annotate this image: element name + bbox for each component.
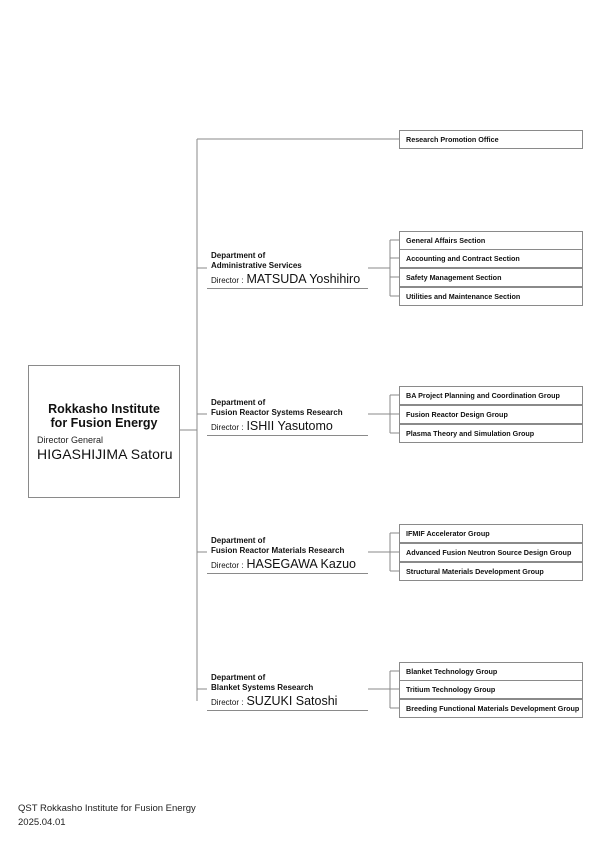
research-promotion-office-box: Research Promotion Office	[399, 130, 583, 149]
unit-box: Structural Materials Development Group	[399, 562, 583, 581]
director-name: ISHII Yasutomo	[246, 419, 333, 433]
director-prefix: Director :	[211, 698, 244, 707]
department-title-line2: Fusion Reactor Materials Research	[211, 546, 345, 555]
director-prefix: Director :	[211, 276, 244, 285]
unit-box: Accounting and Contract Section	[399, 249, 583, 268]
department-title-line1: Department of	[211, 251, 266, 260]
unit-box: General Affairs Section	[399, 231, 583, 250]
department-director	[211, 694, 337, 708]
department-box-blanket-systems	[207, 671, 368, 711]
root-director-name: HIGASHIJIMA Satoru	[37, 446, 173, 462]
department-title-line2: Fusion Reactor Systems Research	[211, 408, 343, 417]
department-director	[211, 557, 356, 571]
unit-box: Breeding Functional Materials Development Group	[399, 699, 583, 718]
unit-box: Safety Management Section	[399, 268, 583, 287]
director-name: SUZUKI Satoshi	[246, 694, 338, 708]
root-role: Director General	[37, 435, 104, 445]
unit-box: Plasma Theory and Simulation Group	[399, 424, 583, 443]
department-title-line2: Blanket Systems Research	[211, 683, 314, 692]
footer-organization: QST Rokkasho Institute for Fusion Energy	[18, 803, 196, 814]
department-director	[211, 272, 360, 286]
director-name: MATSUDA Yoshihiro	[246, 272, 361, 286]
unit-box: Tritium Technology Group	[399, 680, 583, 699]
department-box-fusion-reactor-systems	[207, 396, 368, 436]
root-organization-box	[28, 365, 180, 498]
root-title-line2: for Fusion Energy	[50, 416, 158, 430]
unit-box: Advanced Fusion Neutron Source Design Group	[399, 543, 583, 562]
director-prefix: Director :	[211, 423, 244, 432]
department-box-administrative-services	[207, 249, 368, 289]
root-title-line1: Rokkasho Institute	[48, 402, 160, 416]
director-name: HASEGAWA Kazuo	[246, 557, 356, 571]
unit-box: Utilities and Maintenance Section	[399, 287, 583, 306]
department-box-fusion-reactor-materials	[207, 534, 368, 574]
department-title-line2: Administrative Services	[211, 261, 302, 270]
department-title-line1: Department of	[211, 398, 266, 407]
unit-box: BA Project Planning and Coordination Group	[399, 386, 583, 405]
department-director	[211, 419, 333, 433]
department-title-line1: Department of	[211, 536, 266, 545]
unit-box: Blanket Technology Group	[399, 662, 583, 681]
director-prefix: Director :	[211, 561, 244, 570]
department-title-line1: Department of	[211, 673, 266, 682]
footer-date: 2025.04.01	[18, 817, 66, 828]
unit-box: IFMIF Accelerator Group	[399, 524, 583, 543]
unit-box: Fusion Reactor Design Group	[399, 405, 583, 424]
